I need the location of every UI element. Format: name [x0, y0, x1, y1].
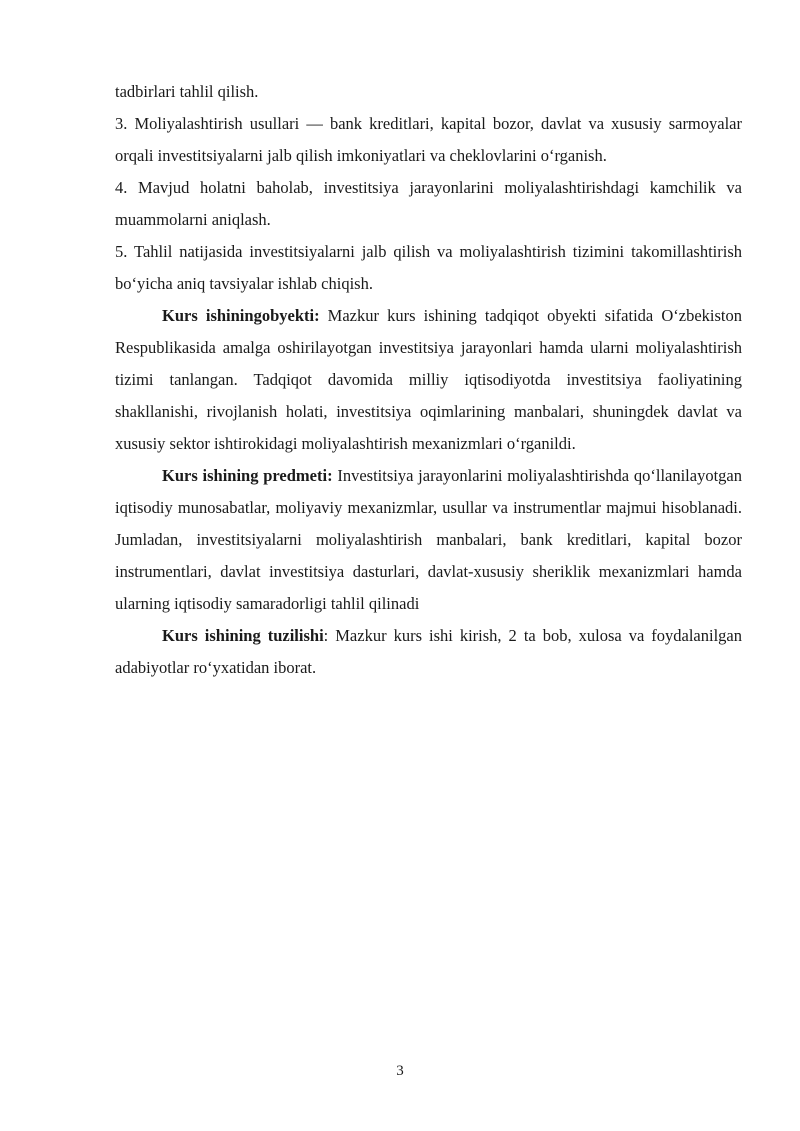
- paragraph-continuation: [115, 76, 742, 108]
- document-page: [115, 76, 742, 684]
- paragraph-lead: Kurs ishiningobyekti:: [162, 306, 320, 325]
- paragraph-text: 4. Mavjud holatni baholab, investitsiya jarayonlarini moliyalashtirishdagi kamchilik va muammolarni aniqlash.: [115, 178, 742, 229]
- paragraph-text: 5. Tahlil natijasida investitsiyalarni jalb qilish va moliyalashtirish tizimini takomillashtirish bo‘yicha aniq tavsiyalar ishlab chiqish.: [115, 242, 742, 293]
- list-item-3: [115, 108, 742, 172]
- paragraph-text: Mazkur kurs ishining tadqiqot obyekti sifatida O‘zbekiston Respublikasida amalga oshirilayotgan investitsiya jarayonlari hamda ularni moliyalashtirish tizimi tanlangan. Tadqiqot davomida milliy iqtisodiyotda investitsiya faoliyatining shakllanishi, rivojlanish holati, investitsiya oqimlarining manbalari, shuningdek davlat va xususiy sektor ishtirokidagi moliyalashtirish mexanizmlari o‘rganildi.: [115, 306, 742, 453]
- paragraph-object: [115, 300, 742, 460]
- list-item-5: [115, 236, 742, 300]
- page-number: 3: [396, 1063, 404, 1079]
- paragraph-lead: Kurs ishining tuzilishi: [162, 626, 324, 645]
- list-item-4: [115, 172, 742, 236]
- paragraph-text: Investitsiya jarayonlarini moliyalashtirishda qo‘llanilayotgan iqtisodiy munosabatlar, moliyaviy mexanizmlar, usullar va instrumentlar majmui hisoblanadi. Jumladan, investitsiyalarni moliyalashtirish manbalari, bank kreditlari, kapital bozor instrumentlari, davlat investitsiya dasturlari, davlat-xususiy sheriklik mexanizmlari hamda ularning iqtisodiy samaradorligi tahlil qilinadi: [115, 466, 742, 613]
- paragraph-lead: Kurs ishining predmeti:: [162, 466, 333, 485]
- paragraph-structure: [115, 620, 742, 684]
- paragraph-text: : Mazkur kurs ishi kirish, 2 ta bob, xulosa va foydalanilgan adabiyotlar ro‘yxatidan iborat.: [115, 626, 742, 677]
- paragraph-text: tadbirlari tahlil qilish.: [115, 82, 259, 101]
- paragraph-subject: [115, 460, 742, 620]
- paragraph-text: 3. Moliyalashtirish usullari — bank kreditlari, kapital bozor, davlat va xususiy sarmoyalar orqali investitsiyalarni jalb qilish imkoniyatlari va cheklovlarini o‘rganish.: [115, 114, 742, 165]
